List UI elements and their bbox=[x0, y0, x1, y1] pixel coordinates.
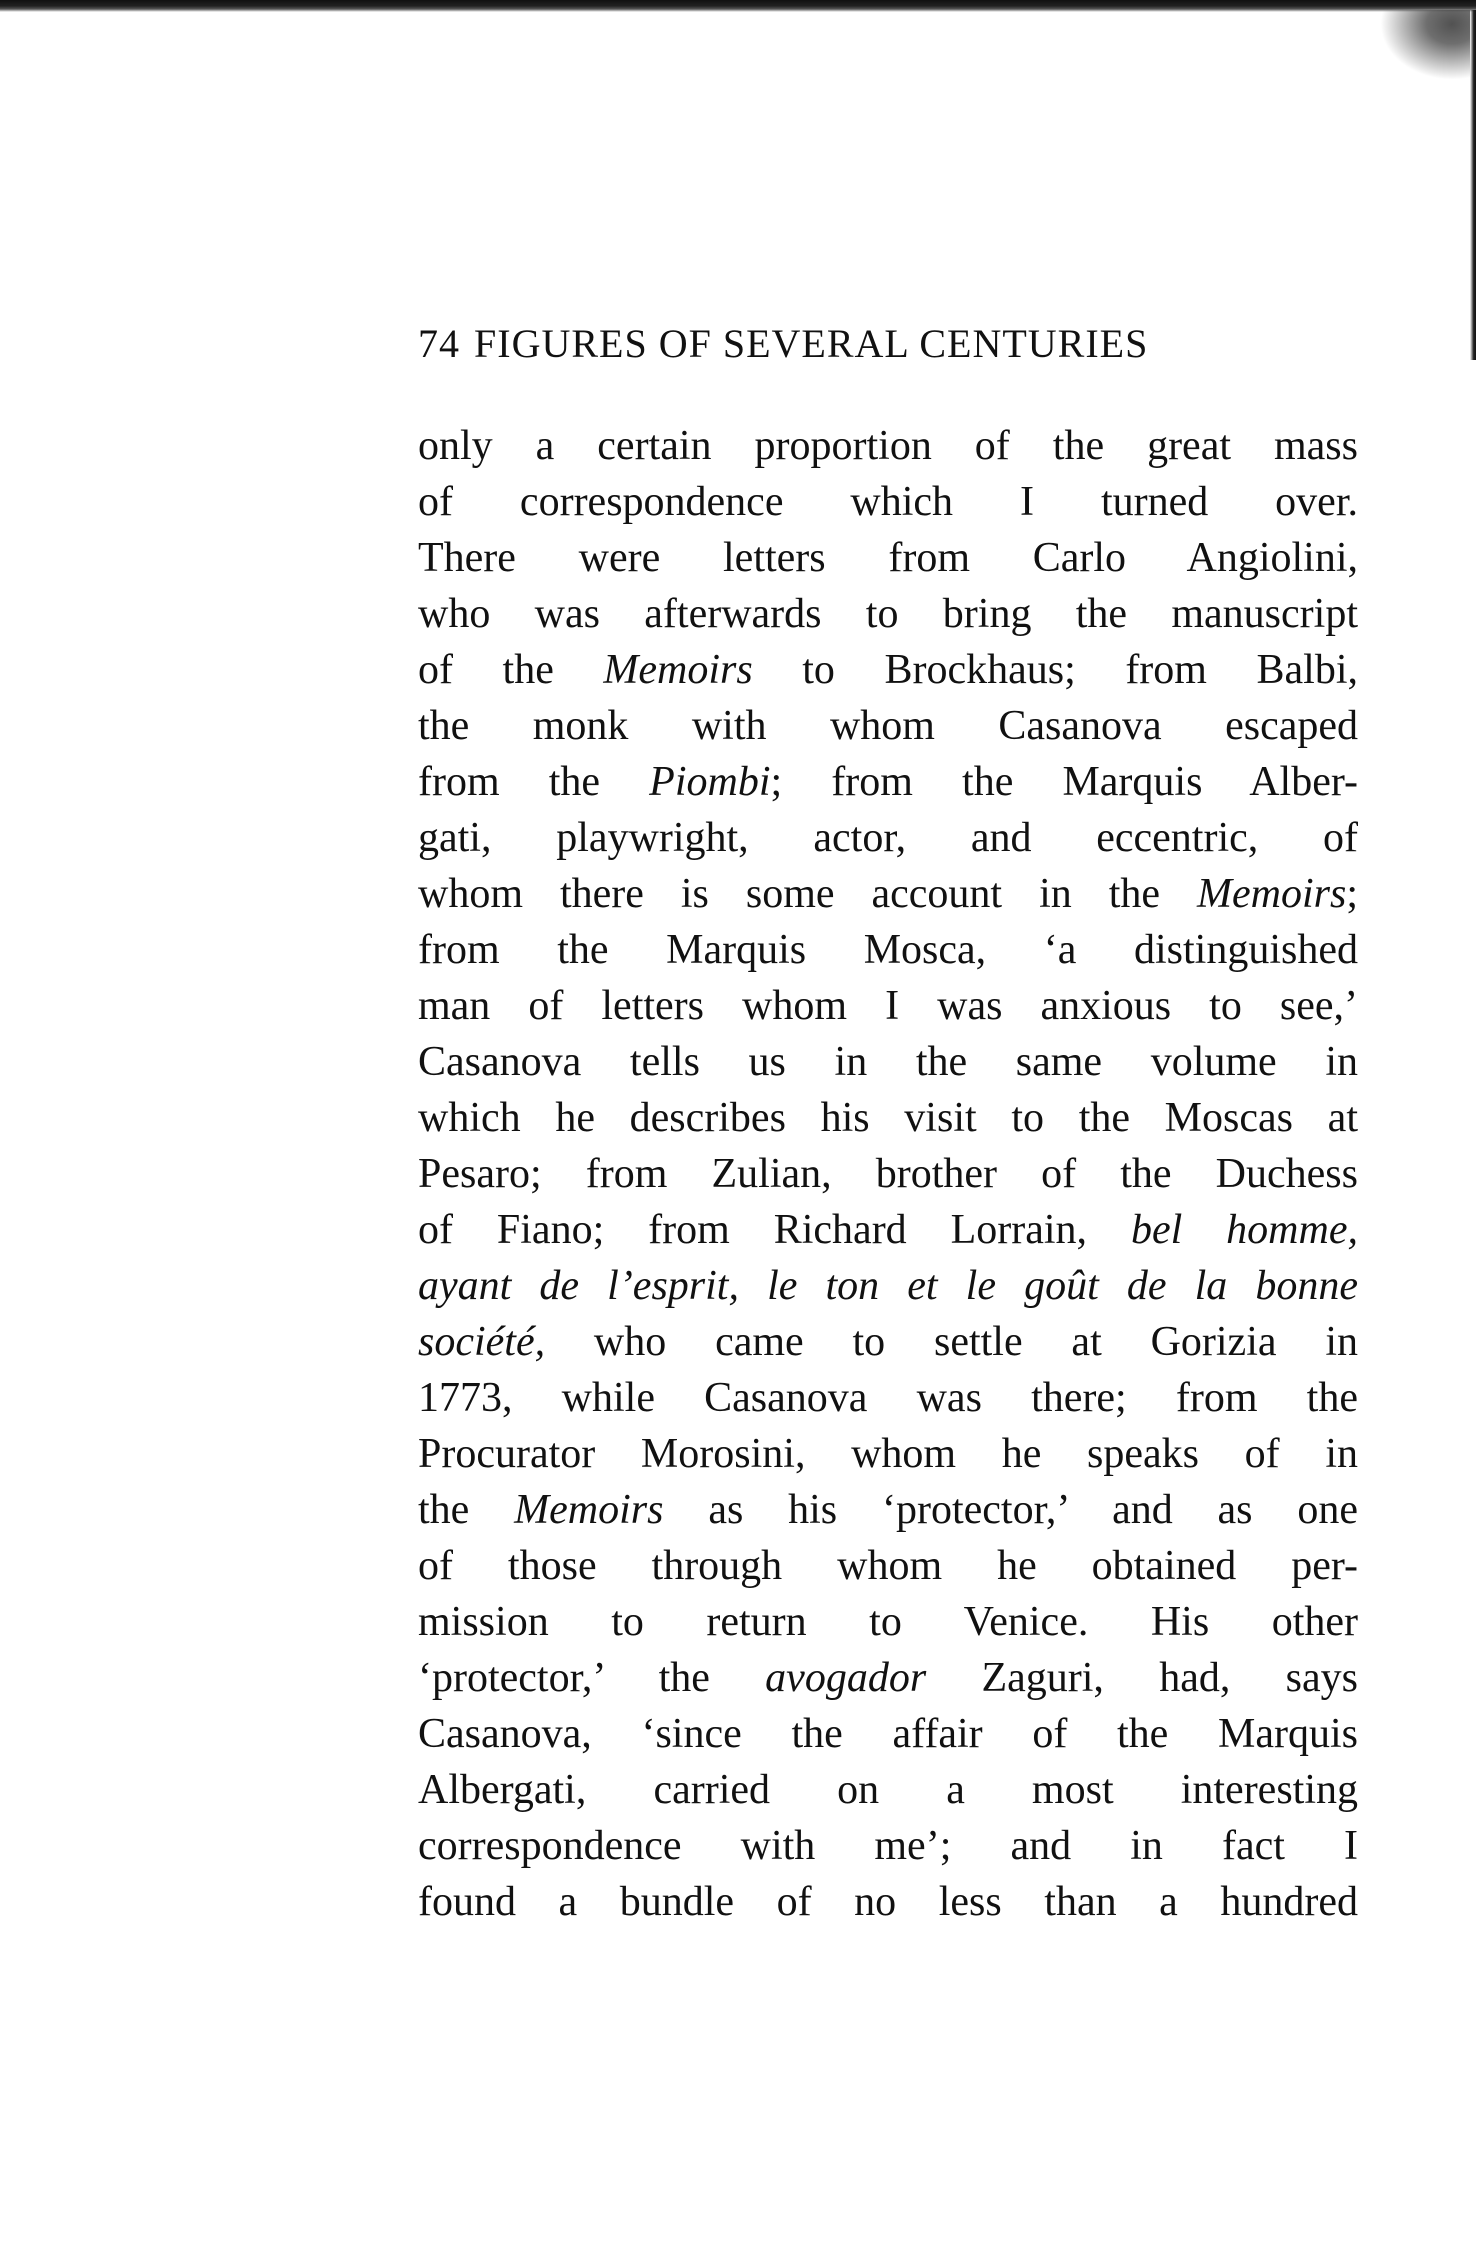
text-run: who was afterwards to bring the manuscript bbox=[418, 591, 1358, 637]
italic-run: bel homme, bbox=[1130, 1207, 1358, 1253]
text-line bbox=[418, 530, 1358, 586]
text-line bbox=[418, 698, 1358, 754]
text-run: whom there is some account in the bbox=[418, 871, 1197, 917]
text-run: ; bbox=[1346, 871, 1358, 917]
text-run: which he describes his visit to the Moscas at bbox=[418, 1095, 1358, 1141]
text-run: of correspondence which I turned over. bbox=[418, 479, 1358, 525]
text-line bbox=[418, 1090, 1358, 1146]
text-run: Casanova, ‘since the affair of the Marquis bbox=[418, 1711, 1358, 1757]
text-run: man of letters whom I was anxious to see,’ bbox=[418, 983, 1358, 1029]
text-line bbox=[418, 1818, 1358, 1874]
text-run: only a certain proportion of the great mass bbox=[418, 423, 1358, 469]
text-run: 1773, while Casanova was there; from the bbox=[418, 1375, 1358, 1421]
italic-run: Memoirs bbox=[1197, 871, 1347, 917]
text-line bbox=[418, 1874, 1358, 1930]
text-line bbox=[418, 586, 1358, 642]
text-line bbox=[418, 1370, 1358, 1426]
text-run: found a bundle of no less than a hundred bbox=[418, 1879, 1358, 1925]
running-head bbox=[418, 320, 1148, 367]
scan-top-edge bbox=[0, 0, 1476, 12]
text-line bbox=[418, 1146, 1358, 1202]
text-line bbox=[418, 1426, 1358, 1482]
italic-run: société, bbox=[418, 1319, 546, 1365]
text-line bbox=[418, 1034, 1358, 1090]
text-run: as his ‘protector,’ and as one bbox=[663, 1487, 1358, 1533]
text-run: of Fiano; from Richard Lorrain, bbox=[418, 1207, 1131, 1253]
body-text bbox=[418, 418, 1358, 1930]
running-head-title: FIGURES OF SEVERAL CENTURIES bbox=[474, 321, 1149, 366]
italic-run: Piombi bbox=[649, 759, 771, 805]
text-run: Zaguri, had, says bbox=[926, 1655, 1358, 1701]
text-run: Albergati, carried on a most interesting bbox=[418, 1767, 1358, 1813]
text-run: who came to settle at Gorizia in bbox=[545, 1319, 1358, 1365]
text-line bbox=[418, 1650, 1358, 1706]
text-line bbox=[418, 978, 1358, 1034]
text-run: the bbox=[418, 1487, 515, 1533]
text-run: Pesaro; from Zulian, brother of the Duchess bbox=[418, 1151, 1358, 1197]
text-line bbox=[418, 754, 1358, 810]
text-run: the monk with whom Casanova escaped bbox=[418, 703, 1358, 749]
text-line bbox=[418, 1482, 1358, 1538]
text-run: from the Marquis Mosca, ‘a distinguished bbox=[418, 927, 1358, 973]
text-run: ‘protector,’ the bbox=[418, 1655, 766, 1701]
page-number: 74 bbox=[418, 321, 460, 366]
text-run: There were letters from Carlo Angiolini, bbox=[418, 535, 1358, 581]
text-run: Procurator Morosini, whom he speaks of in bbox=[418, 1431, 1358, 1477]
text-line bbox=[418, 1762, 1358, 1818]
text-run: from the bbox=[418, 759, 650, 805]
scan-corner-mark bbox=[1380, 10, 1470, 80]
italic-run: avogador bbox=[765, 1655, 927, 1701]
text-run: mission to return to Venice. His other bbox=[418, 1599, 1358, 1645]
italic-run: Memoirs bbox=[514, 1487, 664, 1533]
text-line bbox=[418, 1258, 1358, 1314]
text-run: to Brockhaus; from Balbi, bbox=[752, 647, 1358, 693]
text-line bbox=[418, 642, 1358, 698]
text-line bbox=[418, 1538, 1358, 1594]
text-line bbox=[418, 1594, 1358, 1650]
text-line bbox=[418, 922, 1358, 978]
text-run: of the bbox=[418, 647, 604, 693]
text-run: Casanova tells us in the same volume in bbox=[418, 1039, 1358, 1085]
italic-run: ayant de l’esprit, le ton et le goût de la bonne bbox=[418, 1263, 1358, 1309]
scan-right-edge bbox=[1470, 10, 1476, 360]
text-line bbox=[418, 418, 1358, 474]
text-line bbox=[418, 1706, 1358, 1762]
italic-run: Memoirs bbox=[603, 647, 753, 693]
text-run: gati, playwright, actor, and eccentric, of bbox=[418, 815, 1358, 861]
text-run: correspondence with me’; and in fact I bbox=[418, 1823, 1358, 1869]
text-run: ; from the Marquis Alber- bbox=[770, 759, 1358, 805]
text-line bbox=[418, 866, 1358, 922]
text-line bbox=[418, 810, 1358, 866]
text-line bbox=[418, 1202, 1358, 1258]
text-line bbox=[418, 474, 1358, 530]
text-line bbox=[418, 1314, 1358, 1370]
text-run: of those through whom he obtained per- bbox=[418, 1543, 1358, 1589]
